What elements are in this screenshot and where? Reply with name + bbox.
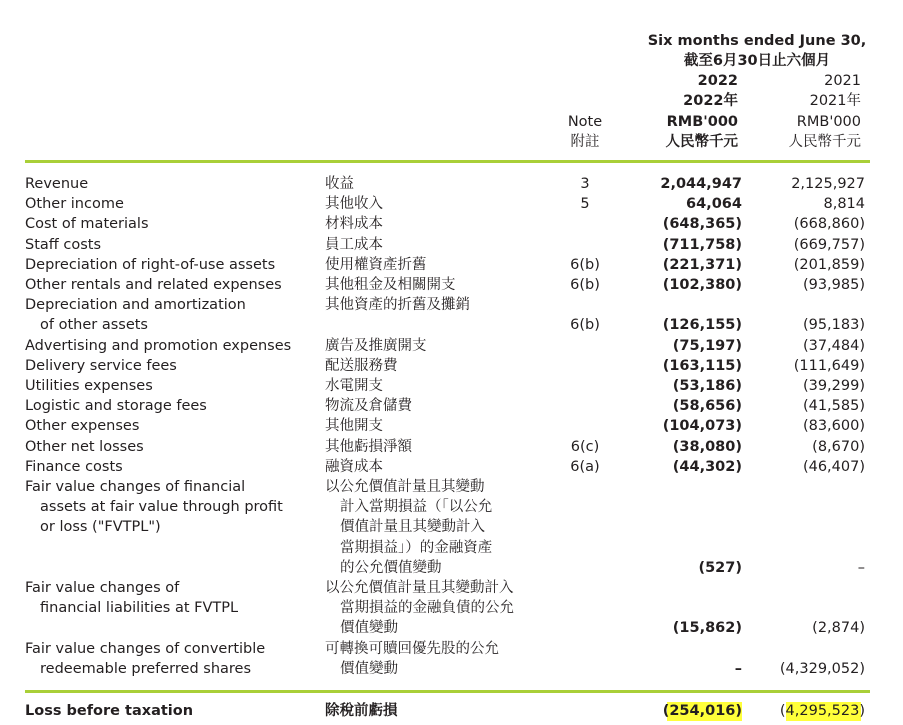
row-note: 6(c) (570, 438, 600, 455)
period-heading-zh: 截至6月30日止六個月 (683, 53, 831, 69)
row-label-zh: 價值變動 (340, 620, 398, 637)
row-label-zh: 其他資產的折舊及攤銷 (325, 297, 470, 314)
row-value-2021: (668,860) (793, 216, 865, 233)
row-label-en: Depreciation and amortization (25, 297, 246, 314)
year-2021-en: 2021 (824, 73, 861, 89)
unit-2021-zh: 人民幣千元 (788, 134, 861, 150)
row-value-2021: (41,585) (802, 398, 865, 415)
row-value-2022: (58,656) (672, 398, 742, 415)
row-label-en: Delivery service fees (25, 357, 177, 374)
row-label-en: Cost of materials (25, 216, 149, 233)
row-note: 6(a) (570, 458, 600, 475)
row-label-en: Finance costs (25, 458, 123, 475)
row-label-zh: 收益 (325, 176, 354, 192)
row-label-zh: 其他開支 (325, 418, 383, 435)
row-value-2021: (4,329,052) (779, 660, 865, 677)
row-value-2021: (111,649) (793, 357, 865, 374)
row-label-en: Logistic and storage fees (25, 398, 207, 415)
row-value-2022: (104,073) (662, 418, 742, 435)
total-value-2021: (4,295,523) (779, 703, 865, 719)
row-label-en: Staff costs (25, 236, 102, 253)
row-label-zh: 融資成本 (325, 458, 383, 475)
row-label-zh: 材料成本 (325, 216, 383, 233)
row-value-2022: (38,080) (672, 438, 742, 455)
row-label-zh: 廣告及推廣開支 (325, 337, 427, 354)
total-rule (25, 690, 870, 693)
row-label-en: Utilities expenses (25, 378, 153, 394)
row-label-en: Other rentals and related expenses (25, 277, 282, 293)
row-value-2022: (163,115) (662, 357, 742, 374)
period-heading-en: Six months ended June 30, (647, 33, 867, 49)
row-value-2021: (669,757) (793, 236, 865, 253)
row-value-2021: (2,874) (812, 620, 865, 637)
row-label-zh: 配送服務費 (325, 357, 398, 374)
row-label-en: Other net losses (25, 438, 144, 455)
row-label-zh: 以公允價值計量且其變動計入 (325, 580, 514, 596)
row-label-en: assets at fair value through profit (40, 499, 283, 516)
row-value-2021: (46,407) (802, 458, 865, 475)
note-heading-zh: 附註 (570, 134, 600, 150)
row-label-zh: 價值計量且其變動計入 (340, 519, 485, 536)
row-label-zh: 可轉換可贖回優先股的公允 (325, 640, 499, 657)
note-heading-en: Note (567, 114, 603, 130)
row-value-2022: (44,302) (672, 458, 742, 475)
row-value-2022: (53,186) (672, 378, 742, 394)
row-value-2021: (95,183) (802, 317, 865, 334)
row-label-en: redeemable preferred shares (40, 660, 252, 677)
row-label-en: Fair value changes of (25, 580, 180, 596)
row-value-2021: (39,299) (802, 378, 865, 394)
row-note: 6(b) (570, 317, 600, 334)
row-label-zh: 其他租金及相關開支 (325, 277, 456, 293)
row-label-zh: 當期損益」）的金融資產 (340, 539, 493, 556)
row-label-en: Depreciation of right-of-use assets (25, 256, 276, 273)
row-label-en: Other expenses (25, 418, 140, 435)
row-label-zh: 其他收入 (325, 196, 383, 213)
row-value-2022: (75,197) (672, 337, 742, 354)
row-label-zh: 價值變動 (340, 660, 398, 677)
row-value-2022: 64,064 (686, 196, 742, 213)
row-value-2021: (37,484) (802, 337, 865, 354)
row-value-2022: 2,044,947 (660, 176, 742, 192)
row-label-en: financial liabilities at FVTPL (40, 600, 239, 617)
row-value-2022: (527) (698, 559, 742, 576)
row-value-2021: (201,859) (793, 256, 865, 273)
total-label-en: Loss before taxation (25, 703, 194, 719)
header-rule (25, 160, 870, 163)
unit-2022-en: RMB'000 (666, 114, 738, 130)
row-label-zh: 的公允價值變動 (340, 559, 442, 576)
row-value-2021: 8,814 (823, 196, 865, 213)
unit-2022-zh: 人民幣千元 (665, 134, 738, 150)
total-value-2022: (254,016) (662, 703, 742, 719)
row-label-zh: 水電開支 (325, 378, 383, 394)
row-value-2021: (83,600) (802, 418, 865, 435)
row-value-2021: (93,985) (802, 277, 865, 293)
row-value-2022: (15,862) (672, 620, 742, 637)
row-label-zh: 當期損益的金融負債的公允 (340, 600, 514, 617)
year-2022-en: 2022 (697, 73, 738, 89)
row-note: 3 (580, 176, 590, 192)
row-label-zh: 物流及倉儲費 (325, 398, 412, 415)
row-label-en: Other income (25, 196, 124, 213)
row-note: 6(b) (570, 277, 600, 293)
row-label-en: Revenue (25, 176, 89, 192)
row-label-zh: 以公允價值計量且其變動 (325, 479, 485, 495)
row-value-2021: – (857, 559, 865, 576)
row-label-en: Fair value changes of financial (25, 479, 246, 495)
row-value-2021: (8,670) (812, 438, 865, 455)
year-2022-zh: 2022年 (683, 93, 738, 109)
row-value-2022: (126,155) (662, 317, 742, 334)
row-value-2022: (221,371) (662, 256, 742, 273)
row-value-2022: – (734, 660, 742, 677)
row-value-2022: (648,365) (662, 216, 742, 233)
row-note: 5 (580, 196, 590, 213)
row-label-en: or loss ("FVTPL") (40, 519, 161, 536)
row-label-en: Fair value changes of convertible (25, 640, 266, 657)
row-value-2022: (102,380) (662, 277, 742, 293)
row-label-en: Advertising and promotion expenses (25, 337, 292, 354)
row-label-zh: 其他虧損淨額 (325, 438, 412, 455)
unit-2021-en: RMB'000 (796, 114, 861, 130)
total-label-zh: 除稅前虧損 (325, 703, 398, 719)
row-label-zh: 計入當期損益（「以公允 (340, 499, 493, 516)
row-label-zh: 員工成本 (325, 236, 383, 253)
row-value-2022: (711,758) (662, 236, 742, 253)
row-value-2021: 2,125,927 (791, 176, 865, 192)
year-2021-zh: 2021年 (809, 93, 861, 109)
row-label-zh: 使用權資產折舊 (325, 256, 427, 273)
row-label-en: of other assets (40, 317, 148, 334)
row-note: 6(b) (570, 256, 600, 273)
